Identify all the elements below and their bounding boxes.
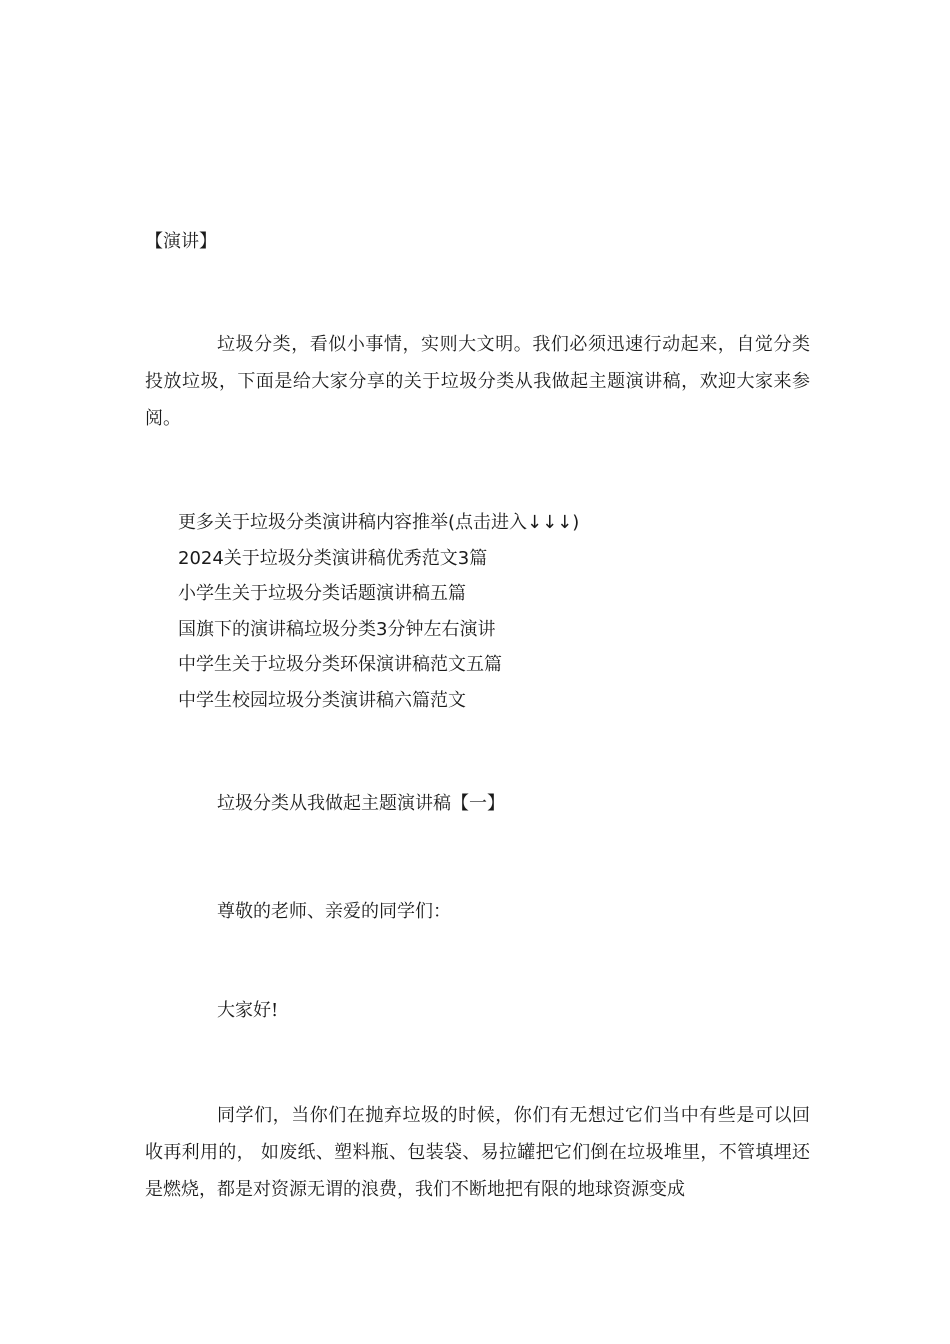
category-label: 【演讲】 <box>145 231 217 252</box>
related-article-link[interactable]: 2024关于垃圾分类演讲稿优秀范文3篇 <box>178 547 488 569</box>
greeting: 大家好! <box>217 1000 279 1021</box>
intro-paragraph: 垃圾分类，看似小事情，实则大文明。我们必须迅速行动起来，自觉分类投放垃圾，下面是给大家分享的关于垃圾分类从我做起主题演讲稿，欢迎大家来参阅。 <box>145 334 810 429</box>
related-article-link[interactable]: 中学生校园垃圾分类演讲稿六篇范文 <box>178 689 466 711</box>
related-article-link[interactable]: 国旗下的演讲稿垃圾分类3分钟左右演讲 <box>178 618 496 640</box>
related-heading-link[interactable]: 更多关于垃圾分类演讲稿内容推举(点击进入↓↓↓) <box>178 512 580 533</box>
related-articles-list <box>178 505 579 719</box>
body-paragraph: 同学们，当你们在抛弃垃圾的时候，你们有无想过它们当中有些是可以回收再利用的， 如废纸、塑料瓶、包装袋、易拉罐把它们倒在垃圾堆里，不管填埋还是燃烧，都是对资源无谓的浪费，我们不断地把有限的地球资源变成 <box>145 1105 810 1200</box>
related-article-link[interactable]: 小学生关于垃圾分类话题演讲稿五篇 <box>178 583 466 605</box>
salutation: 尊敬的老师、亲爱的同学们： <box>217 901 451 922</box>
related-article-link[interactable]: 中学生关于垃圾分类环保演讲稿范文五篇 <box>178 654 502 676</box>
section-title: 垃圾分类从我做起主题演讲稿【一】 <box>217 793 505 814</box>
